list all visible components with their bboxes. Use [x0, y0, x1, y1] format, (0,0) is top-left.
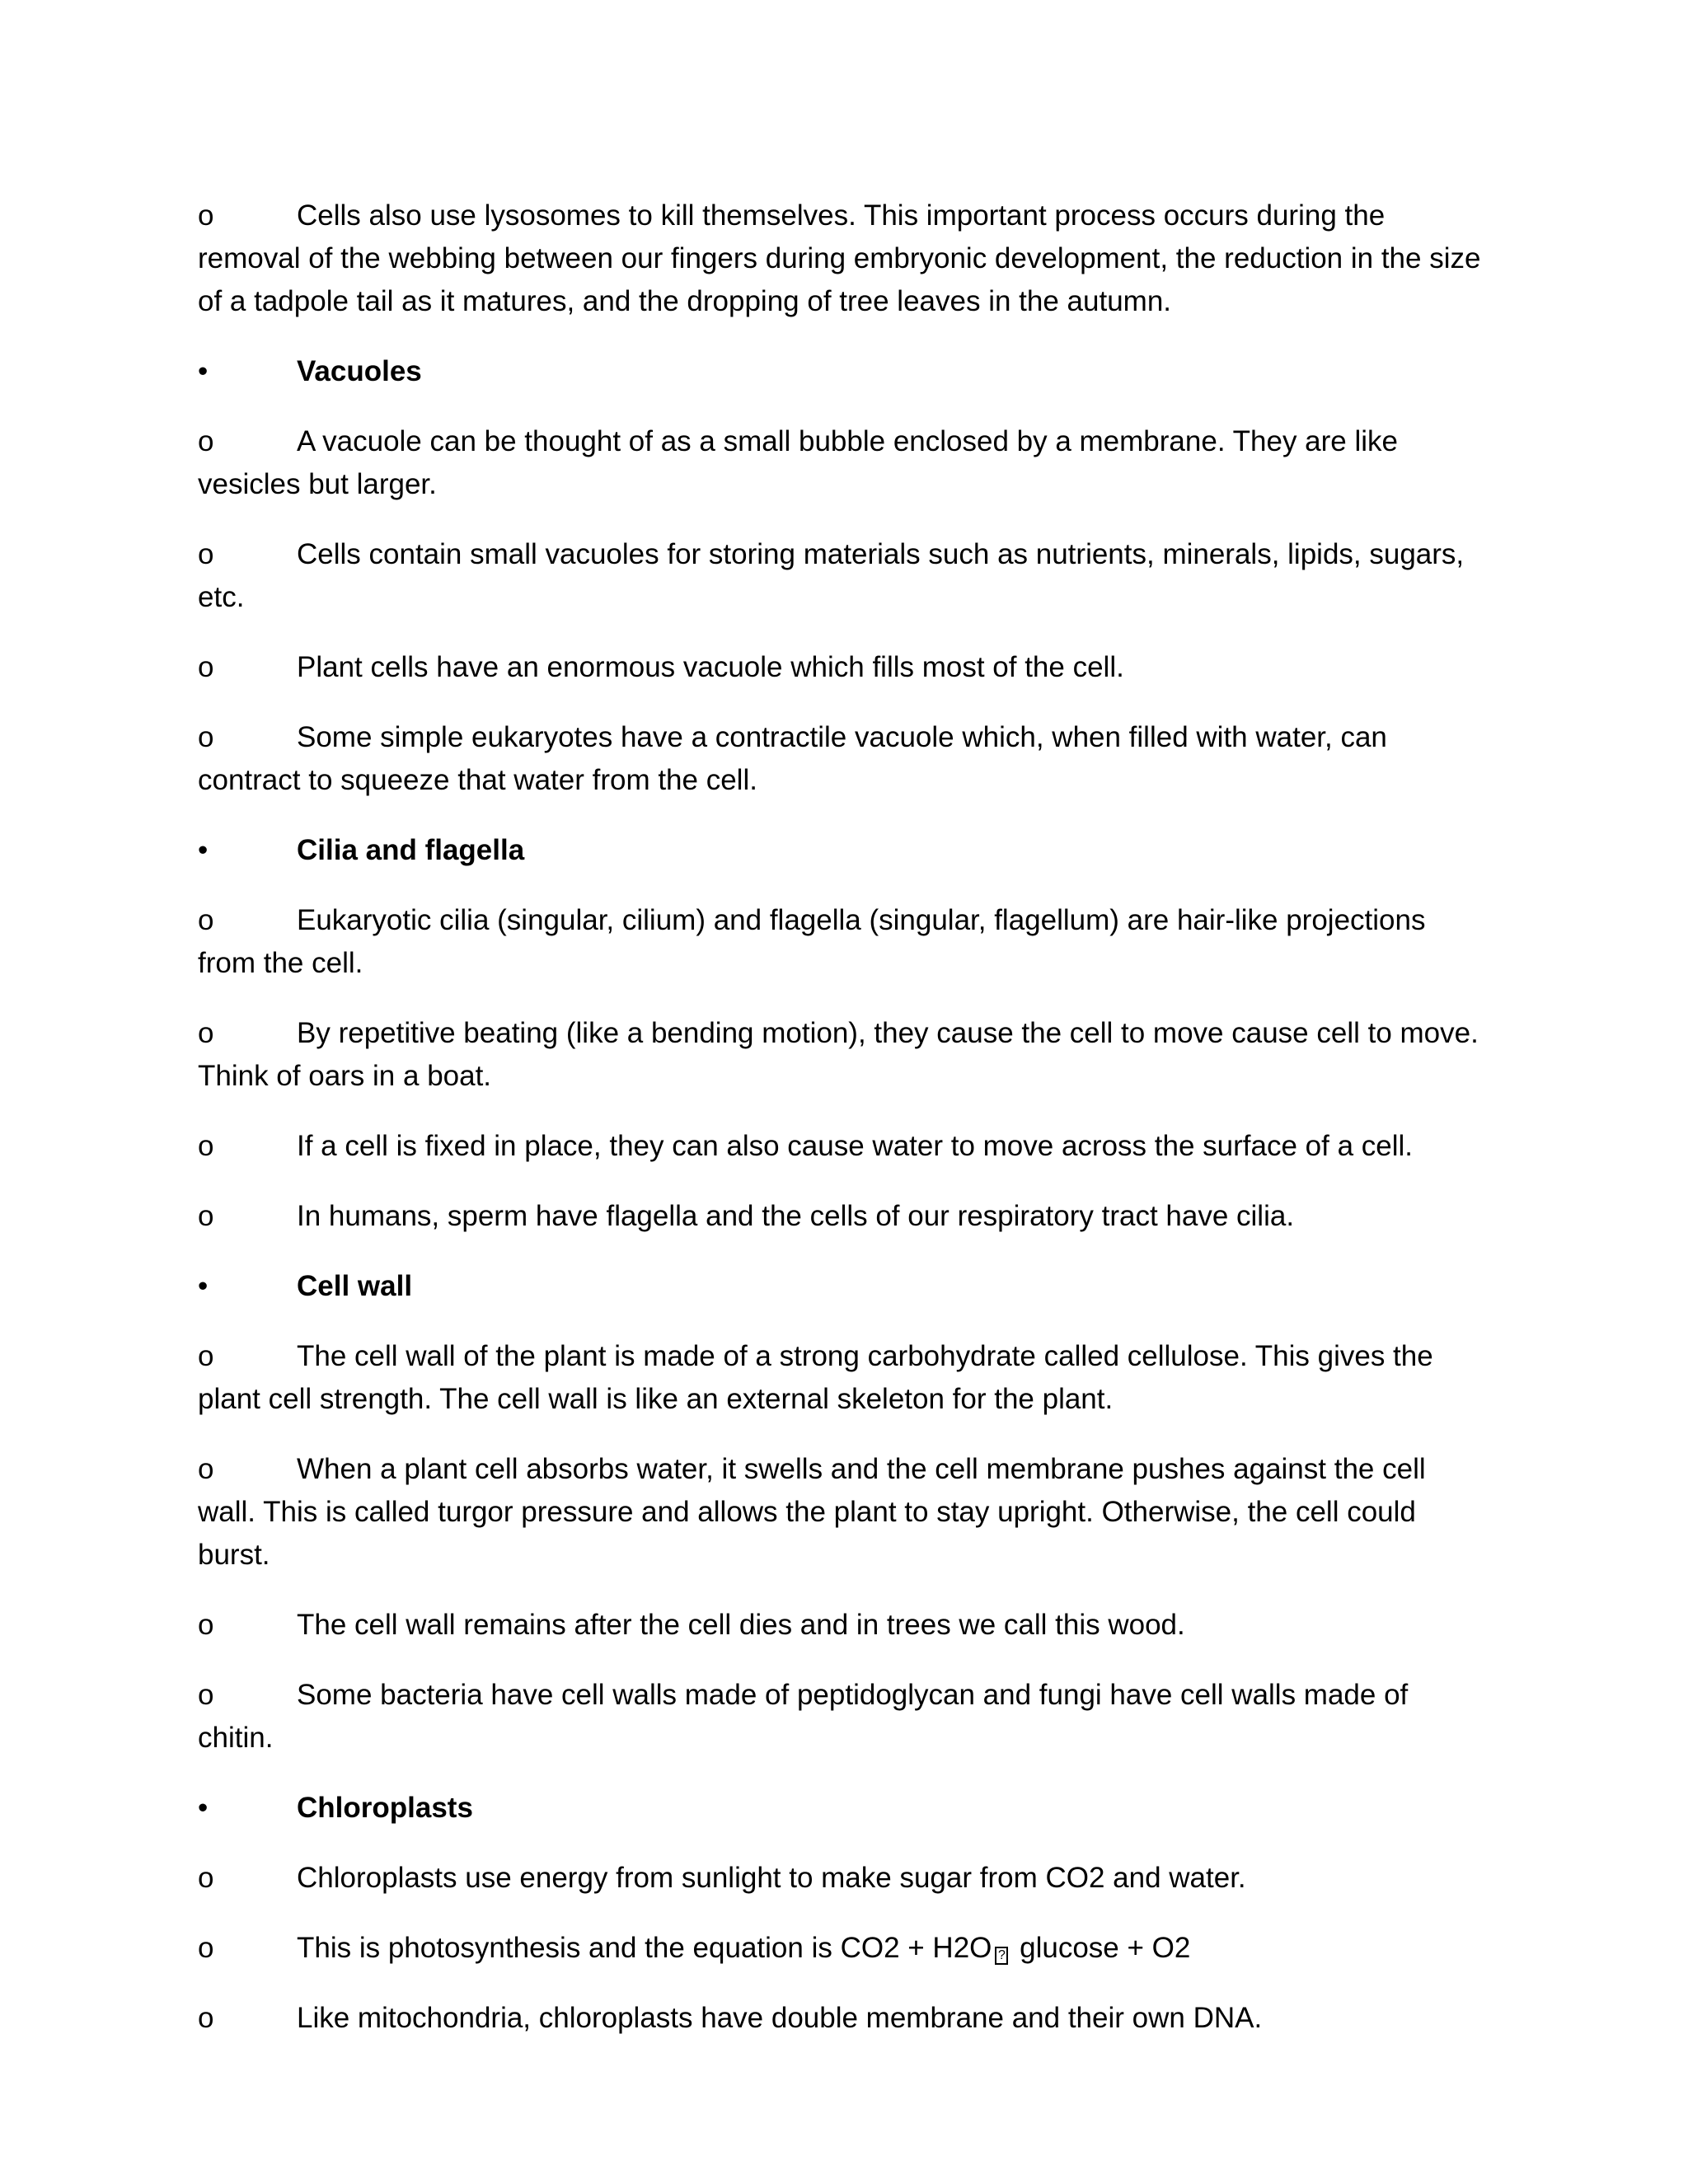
paragraph-text: Eukaryotic cilia (singular, cilium) and flagella (singular, flagellum) are hair-like projections from the cell.: [198, 904, 1426, 979]
list-marker: o: [198, 651, 214, 683]
section-heading: [198, 350, 1484, 393]
paragraph-text: Chloroplasts use energy from sunlight to make sugar from CO2 and water.: [297, 1862, 1246, 1894]
list-item: [198, 1335, 1484, 1421]
list-marker: o: [198, 1679, 214, 1711]
paragraph-text: By repetitive beating (like a bending motion), they cause the cell to move cause cell to move. Think of oars in a boat.: [198, 1017, 1479, 1092]
list-item: [198, 1927, 1484, 1970]
list-item: [198, 1857, 1484, 1900]
heading-text: Cell wall: [297, 1270, 413, 1302]
bullet-marker: •: [198, 355, 209, 387]
list-marker: o: [198, 1453, 214, 1485]
list-marker: o: [198, 538, 214, 570]
bullet-marker: •: [198, 1270, 209, 1302]
list-item: [198, 1195, 1484, 1238]
paragraph-text: If a cell is fixed in place, they can also cause water to move across the surface of a cell.: [297, 1130, 1413, 1162]
list-marker: o: [198, 199, 214, 232]
list-marker: o: [198, 1200, 214, 1232]
paragraph-text: Cells also use lysosomes to kill themselves. This important process occurs during the removal of the webbing between our fingers during embryonic development, the reduction in the size of a tadpole tail as it matures, and the dropping of tree leaves in the autumn.: [198, 199, 1481, 317]
list-item: [198, 1674, 1484, 1760]
section-heading: [198, 829, 1484, 872]
list-item: [198, 194, 1484, 323]
bullet-marker: •: [198, 1792, 209, 1824]
list-marker: o: [198, 1932, 214, 1964]
list-item: [198, 420, 1484, 506]
document-body: [198, 194, 1484, 2067]
paragraph-text: In humans, sperm have flagella and the cells of our respiratory tract have cilia.: [297, 1200, 1295, 1232]
list-item: [198, 899, 1484, 985]
paragraph-text: The cell wall of the plant is made of a strong carbohydrate called cellulose. This gives the plant cell strength. The cell wall is like an external skeleton for the plant.: [198, 1340, 1433, 1415]
list-marker: o: [198, 904, 214, 936]
paragraph-text: When a plant cell absorbs water, it swells and the cell membrane pushes against the cell wall. This is called turgor pressure and allows the plant to stay upright. Otherwise, the cell could burst.: [198, 1453, 1426, 1571]
paragraph-text: The cell wall remains after the cell dies and in trees we call this wood.: [297, 1609, 1185, 1641]
paragraph-text-before: This is photosynthesis and the equation is CO2 + H2O: [297, 1932, 992, 1964]
heading-text: Cilia and flagella: [297, 834, 525, 866]
list-marker: o: [198, 1130, 214, 1162]
list-marker: o: [198, 1609, 214, 1641]
paragraph-text: A vacuole can be thought of as a small bubble enclosed by a membrane. They are like vesicles but larger.: [198, 425, 1398, 500]
list-item: [198, 1997, 1484, 2040]
list-item: [198, 1012, 1484, 1098]
list-marker: o: [198, 2002, 214, 2034]
bullet-marker: •: [198, 834, 209, 866]
list-item: [198, 646, 1484, 689]
paragraph-text: Some simple eukaryotes have a contractile vacuole which, when filled with water, can contract to squeeze that water from the cell.: [198, 721, 1387, 796]
list-marker: o: [198, 1340, 214, 1372]
heading-text: Vacuoles: [297, 355, 422, 387]
missing-glyph-icon: ?: [995, 1947, 1008, 1965]
paragraph-text: Plant cells have an enormous vacuole which fills most of the cell.: [297, 651, 1124, 683]
list-item: [198, 1604, 1484, 1647]
heading-text: Chloroplasts: [297, 1792, 473, 1824]
paragraph-text: Like mitochondria, chloroplasts have double membrane and their own DNA.: [297, 2002, 1263, 2034]
list-item: [198, 1448, 1484, 1577]
paragraph-text: Cells contain small vacuoles for storing materials such as nutrients, minerals, lipids, sugars, etc.: [198, 538, 1465, 613]
paragraph-text-after: glucose + O2: [1011, 1932, 1191, 1964]
list-marker: o: [198, 425, 214, 457]
section-heading: [198, 1265, 1484, 1308]
paragraph-text: Some bacteria have cell walls made of peptidoglycan and fungi have cell walls made of chitin.: [198, 1679, 1409, 1754]
list-item: [198, 1125, 1484, 1168]
list-marker: o: [198, 721, 214, 753]
list-marker: o: [198, 1862, 214, 1894]
list-marker: o: [198, 1017, 214, 1049]
section-heading: [198, 1787, 1484, 1830]
list-item: [198, 716, 1484, 802]
list-item: [198, 533, 1484, 619]
